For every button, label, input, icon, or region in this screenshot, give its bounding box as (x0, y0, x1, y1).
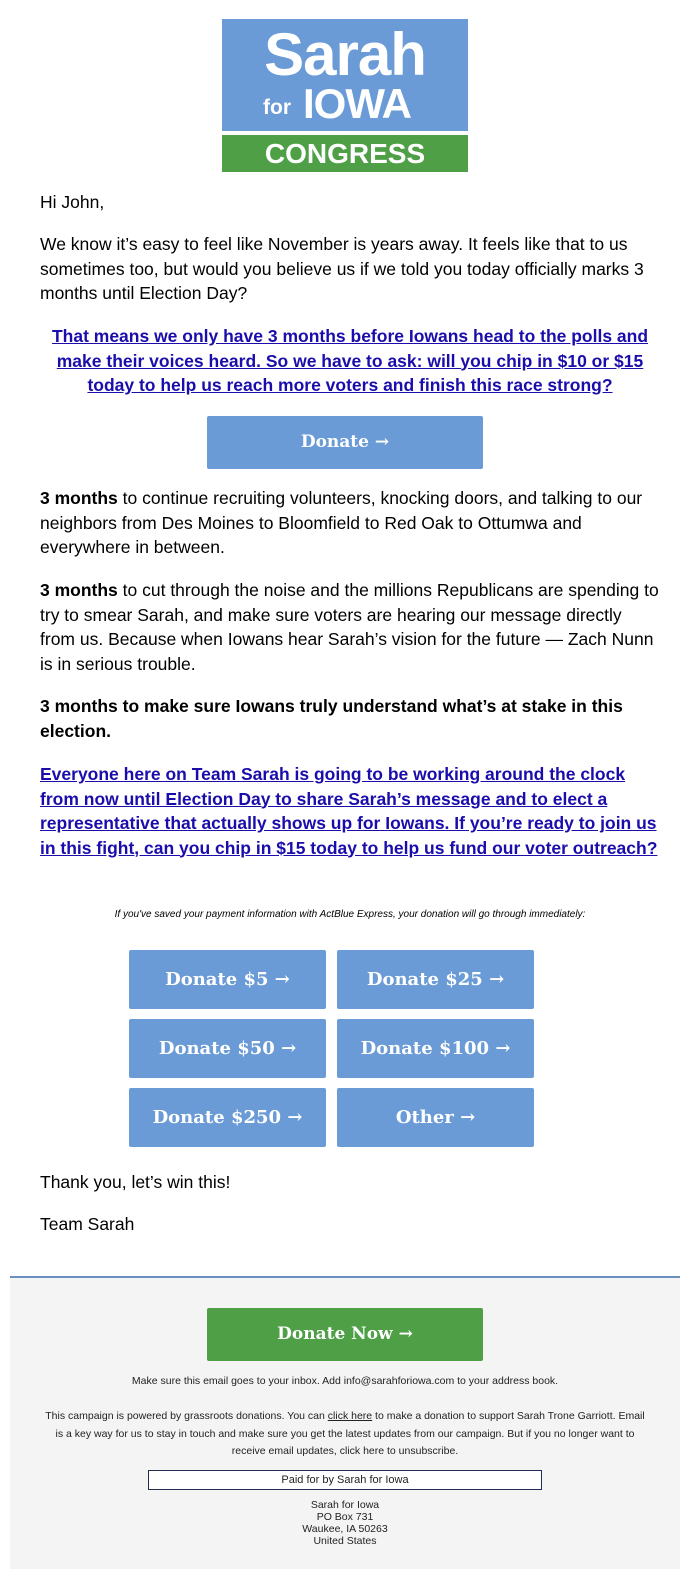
grassroots-text-start: This campaign is powered by grassroots donations. You can (45, 1410, 328, 1422)
volunteers-text: to continue recruiting volunteers, knocking doors, and talking to our neighbors from Des Moines to Bloomfield to Red Oak to Ottumwa and everywhere in between. (40, 488, 643, 557)
paid-for-box: Paid for by Sarah for Iowa (148, 1470, 542, 1490)
campaign-logo (222, 19, 468, 172)
address-line: Sarah for Iowa (310, 1499, 380, 1511)
donate-other-button[interactable]: Other → (337, 1088, 534, 1147)
grassroots-note (45, 1408, 645, 1461)
intro-paragraph: We know it’s easy to feel like November is years away. It feels like that to us sometimes too, but would you believe us if we told you today officially marks 3 months until Election Day? (40, 234, 644, 303)
noise-paragraph (40, 578, 660, 676)
donate-25-button[interactable]: Donate $25 → (337, 950, 534, 1009)
donate-50-button[interactable]: Donate $50 → (129, 1019, 326, 1078)
address-line: Waukee, IA 50263 (302, 1523, 388, 1535)
volunteers-paragraph (40, 486, 660, 560)
stakes-paragraph: 3 months to make sure Iowans truly understand what’s at stake in this election. (40, 696, 623, 741)
noise-emphasis: 3 months (40, 580, 118, 600)
grassroots-text-end: to make a donation to support Sarah Trone Garriott. (372, 1410, 616, 1422)
closing-line: Thank you, let’s win this! (40, 1172, 231, 1192)
logo-office: CONGRESS (264, 138, 426, 169)
inbox-note: Make sure this email goes to your inbox. Add info@sarahforiowa.com to your address book. (131, 1375, 559, 1387)
donate-ask-link[interactable]: That means we only have 3 months before Iowans head to the polls and make their voices heard. So we have to ask: will you chip in $10 or $15 today to help us reach more voters and finish this race strong? (51, 326, 649, 395)
greeting: Hi John, (40, 192, 105, 212)
logo-state: IOWA (303, 80, 411, 127)
logo-for: for (263, 96, 291, 119)
volunteers-emphasis: 3 months (40, 488, 118, 508)
unsubscribe-text[interactable]: Email is a key way for us to stay in touch and make sure you get the latest updates from our campaign. But if you no longer want to receive email updates, click here to unsubscribe. (55, 1410, 645, 1457)
actblue-express-note: If you've saved your payment information with ActBlue Express, your donation will go through immediately: (114, 909, 586, 920)
mailing-address (10, 1499, 680, 1547)
logo-blue-block (222, 19, 468, 131)
logo-name: Sarah (264, 21, 426, 88)
signature: Team Sarah (40, 1214, 135, 1234)
noise-text: to cut through the noise and the millions Republicans are spending to try to smear Sarah, and make sure voters are hearing our message directly from us. Because when Iowans hear Sarah’s vision for the future — Zach Nunn is in serious trouble. (40, 580, 659, 674)
donate-now-button[interactable]: Donate Now → (207, 1308, 483, 1361)
address-line: United States (313, 1535, 377, 1547)
donate-100-button[interactable]: Donate $100 → (337, 1019, 534, 1078)
logo-green-block (222, 135, 468, 172)
donate-250-button[interactable]: Donate $250 → (129, 1088, 326, 1147)
donate-button[interactable]: Donate → (207, 416, 483, 469)
team-sarah-link[interactable]: Everyone here on Team Sarah is going to be working around the clock from now until Election Day to share Sarah’s message and to elect a representative that actually shows up for Iowans. If you’re ready to join us in this fight, can you chip in $15 today to help us fund our voter outreach? (40, 764, 658, 858)
click-here-link[interactable]: click here (327, 1410, 373, 1422)
address-line: PO Box 731 (316, 1511, 374, 1523)
donate-5-button[interactable]: Donate $5 → (129, 950, 326, 1009)
